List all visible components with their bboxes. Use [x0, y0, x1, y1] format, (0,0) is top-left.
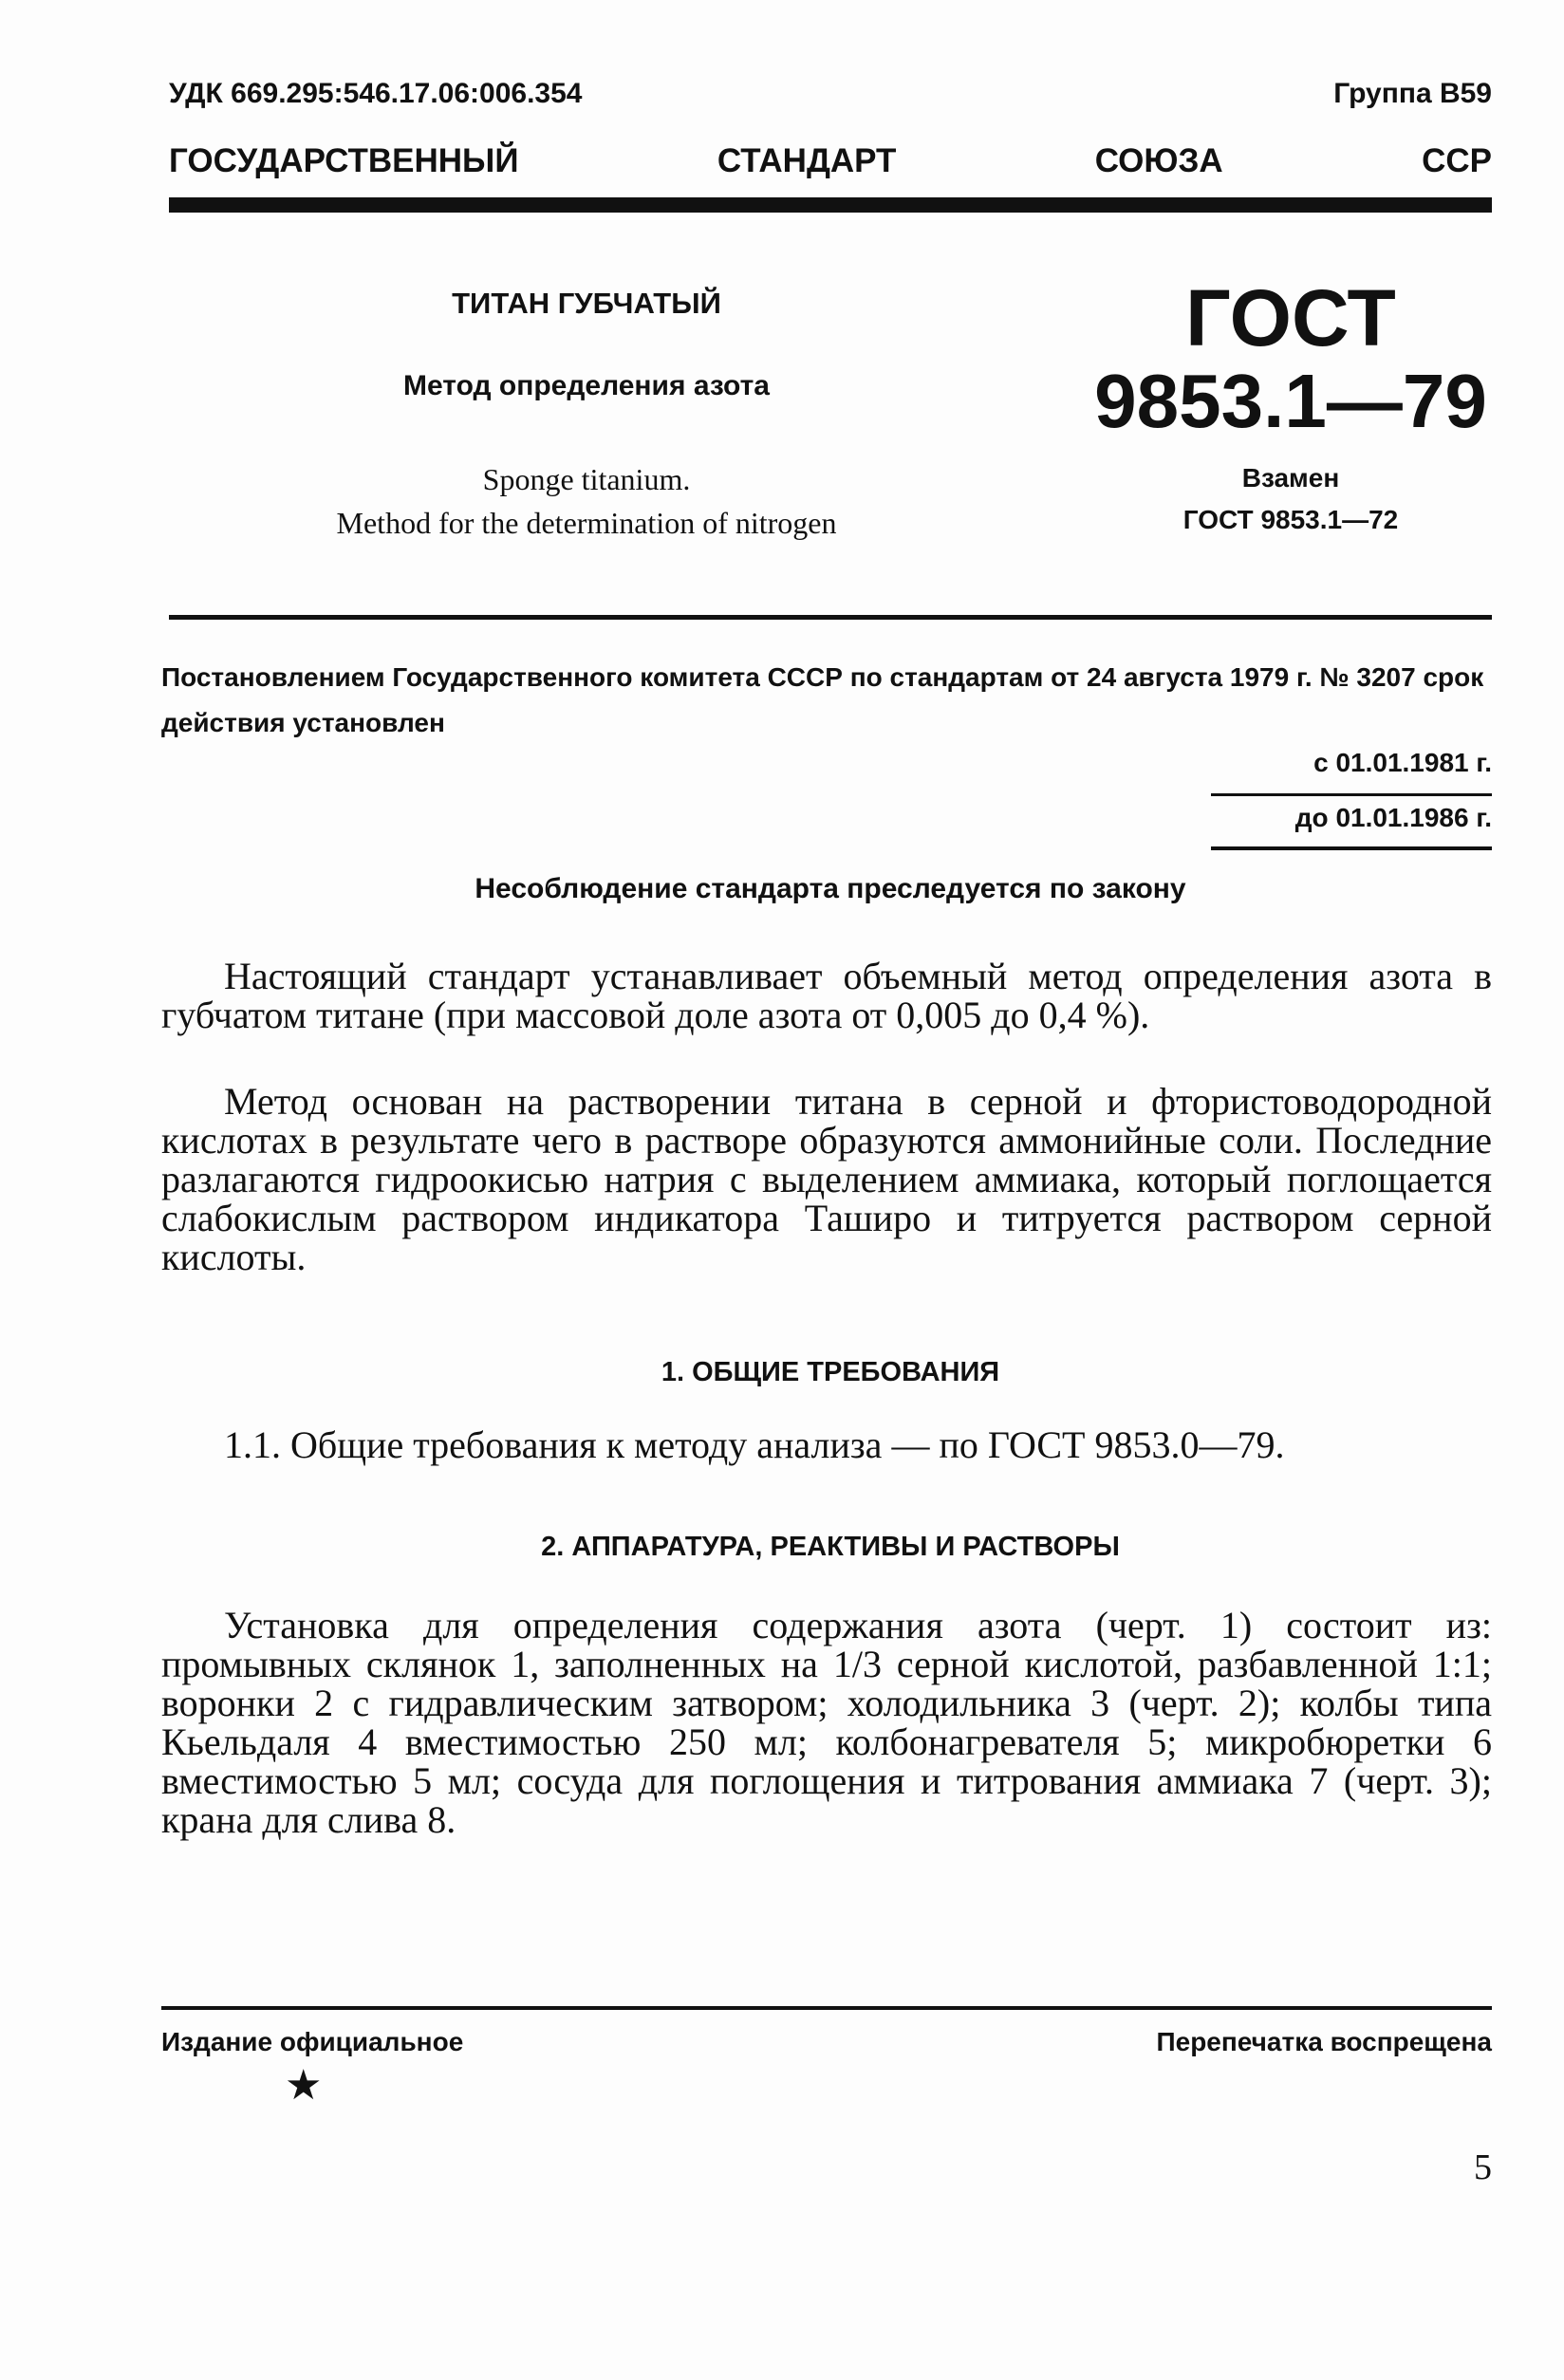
title-block-rule	[169, 615, 1492, 620]
star-icon: ★	[285, 2062, 323, 2109]
english-title-line-2: Method for the determination of nitrogen	[336, 506, 837, 540]
noncompliance-notice: Несоблюдение стандарта преследуется по закону	[475, 873, 1186, 904]
valid-from-rule	[1211, 793, 1492, 796]
intro-paragraph-2	[161, 1082, 1492, 1276]
group-code: Группа В59	[1333, 78, 1492, 109]
english-title-line-1: Sponge titanium.	[482, 462, 691, 496]
document-subtitle: Метод определения азота	[403, 370, 770, 401]
replaced-gost: ГОСТ 9853.1—72	[1182, 505, 1399, 534]
instead-label: Взамен	[1241, 463, 1340, 493]
banner-word-3: СОЮЗА	[1094, 142, 1223, 179]
official-edition: Издание официальное	[161, 2027, 464, 2056]
section-2-heading: 2. АППАРАТУРА, РЕАКТИВЫ И РАСТВОРЫ	[541, 1532, 1120, 1562]
banner-word-2: СТАНДАРТ	[717, 142, 897, 179]
reprint-prohibited: Перепечатка воспрещена	[1156, 2027, 1492, 2056]
gost-label: ГОСТ	[1185, 273, 1396, 363]
english-title	[169, 457, 1004, 545]
section-2-paragraph	[161, 1606, 1492, 1839]
footer-rule	[161, 2006, 1492, 2010]
banner-word-4: ССР	[1422, 142, 1492, 179]
section-1-1	[161, 1425, 1492, 1464]
state-standard-banner	[169, 142, 1492, 180]
document-title: ТИТАН ГУБЧАТЫЙ	[452, 287, 721, 320]
section-2-paragraph-text: Установка для определения содержания азота (черт. 1) состоит из: промывных склянок 1, заполненных на 1/3 серной кислотой, разбавленной 1:1; воронки 2 с гидравлическим затвором; холодильника 3 (черт. 2); колбы типа Кьельдаля 4 вместимостью 250 мл; колбонагревателя 5; микробюретки 6 вместимостью 5 мл; сосуда для поглощения и титрования аммиака 7 (черт. 3); крана для слива 8.	[161, 1604, 1492, 1841]
intro-paragraph-1-text: Настоящий стандарт устанавливает объемный метод определения азота в губчатом титане (при массовой доле азота от 0,005 до 0,4 %).	[161, 955, 1492, 1036]
section-1-heading: 1. ОБЩИЕ ТРЕБОВАНИЯ	[661, 1357, 1000, 1387]
udk-code: УДК 669.295:546.17.06:006.354	[169, 78, 583, 109]
intro-paragraph-1	[161, 957, 1492, 1034]
valid-to-rule	[1211, 846, 1492, 850]
valid-from: с 01.01.1981 г.	[1313, 748, 1492, 777]
section-1-1-text: 1.1. Общие требования к методу анализа — по ГОСТ 9853.0—79.	[224, 1423, 1285, 1466]
header-thick-rule	[169, 197, 1492, 213]
banner-word-1: ГОСУДАРСТВЕННЫЙ	[169, 142, 519, 179]
page-number: 5	[1474, 2148, 1492, 2187]
decree-text: Постановлением Государственного комитета СССР по стандартам от 24 августа 1979 г. № 3207 срок действия установлен	[161, 662, 1484, 737]
gost-number: 9853.1—79	[1094, 359, 1487, 443]
intro-paragraph-2-text: Метод основан на растворении титана в серной и фтористоводородной кислотах в результате чего в растворе образуются аммонийные соли. Последние разлагаются гидроокисью натрия с выделением аммиака, который поглощается слабокислым раствором индикатора Таширо и титруется раствором серной кислоты.	[161, 1080, 1492, 1278]
valid-to: до 01.01.1986 г.	[1294, 803, 1492, 832]
